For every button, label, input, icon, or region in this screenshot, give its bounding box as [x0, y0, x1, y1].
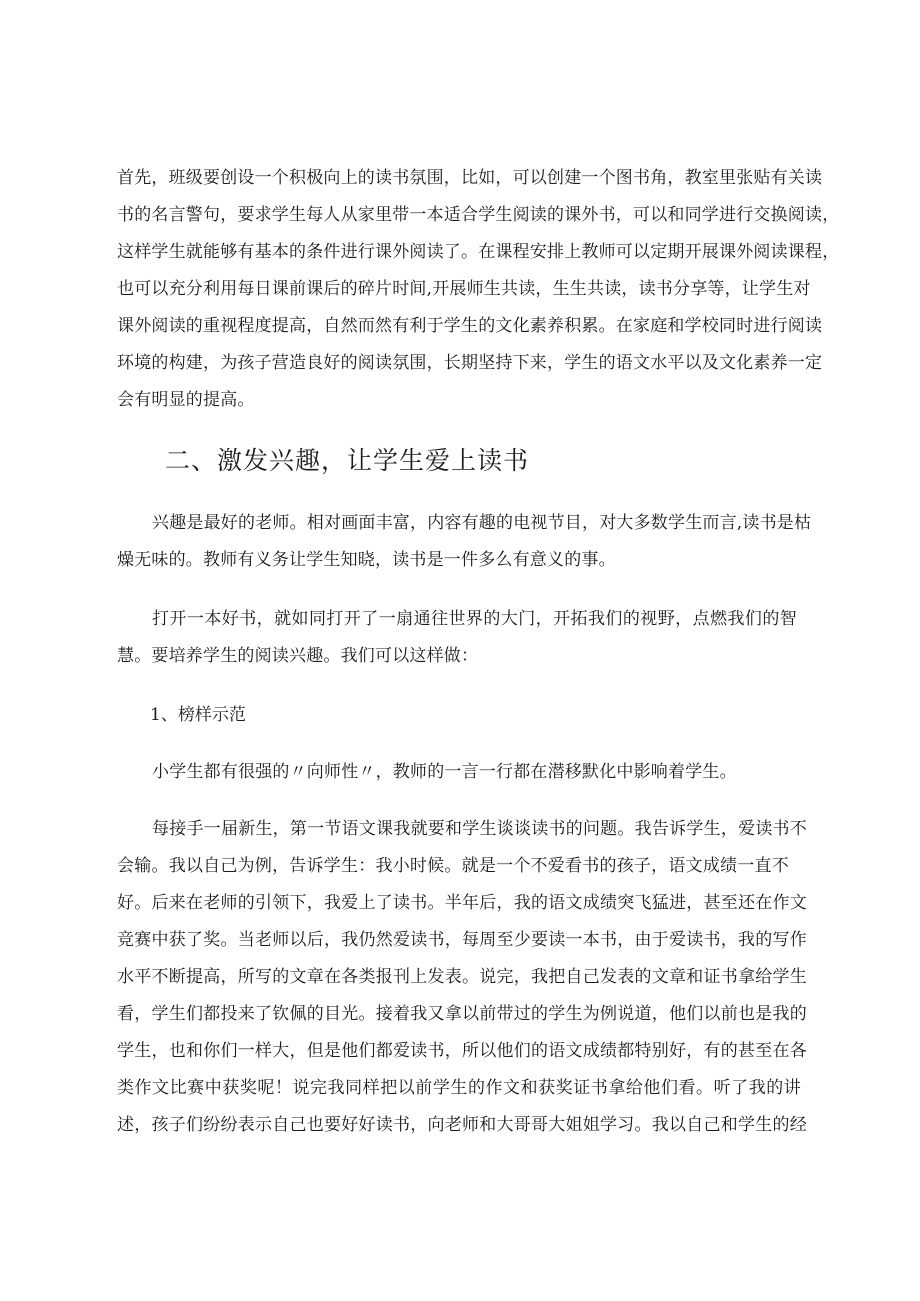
paragraph-line: 每接手一届新生，第一节语文课我就要和学生谈谈读书的问题。我告诉学生，爱读书不 [152, 819, 807, 839]
paragraph-line: 看，学生们都投来了钦佩的目光。接着我又拿以前带过的学生为例说道，他们以前也是我的 [117, 1004, 807, 1024]
paragraph-line: 首先，班级要创设一个积极向上的读书氛围，比如，可以创建一个图书角，教室里张贴有关读 [117, 168, 823, 188]
paragraph-line: 环境的构建，为孩子营造良好的阅读氛围，长期坚持下来，学生的语文水平以及文化素养一定 [117, 353, 823, 373]
paragraph-line: 燥无味的。教师有义务让学生知晓，读书是一件多么有意义的事。 [117, 550, 616, 570]
paragraph-line: 书的名言警句，要求学生每人从家里带一本适合学生阅读的课外书，可以和同学进行交换阅读， [117, 205, 840, 225]
paragraph-line: 打开一本好书，就如同打开了一扇通往世界的大门，开拓我们的视野，点燃我们的智 [152, 609, 797, 629]
section-heading: 二、激发兴趣，让学生爱上读书 [165, 446, 530, 475]
paragraph-line: 这样学生就能够有基本的条件进行课外阅读了。在课程安排上教师可以定期开展课外阅读课程， [117, 242, 840, 262]
paragraph-line: 水平不断提高，所写的文章在各类报刊上发表。说完，我把自己发表的文章和证书拿给学生 [117, 967, 807, 987]
paragraph-line: 学生，也和你们一样大，但是他们都爱读书，所以他们的语文成绩都特别好，有的甚至在各 [117, 1041, 807, 1061]
paragraph-line: 竞赛中获了奖。当老师以后，我仍然爱读书，每周至少要读一本书，由于爱读书，我的写作 [117, 930, 807, 950]
paragraph-line: 小学生都有很强的〃向师性〃，教师的一言一行都在潜移默化中影响着学生。 [152, 762, 737, 782]
paragraph-line: 会输。我以自己为例，告诉学生：我小时候。就是一个不爱看书的孩子，语文成绩一直不 [117, 856, 789, 876]
paragraph-line: 也可以充分利用每日课前课后的碎片时间,开展师生共读，生生共读，读书分享等，让学生对 [117, 279, 811, 299]
paragraph-line: 会有明显的提高。 [117, 390, 255, 410]
paragraph-line: 类作文比赛中获奖呢！说完我同样把以前学生的作文和获奖证书拿给他们看。听了我的讲 [117, 1078, 801, 1098]
subheading-role-model: 1、榜样示范 [150, 705, 246, 725]
paragraph-line: 好。后来在老师的引领下，我爱上了读书。半年后，我的语文成绩突飞猛进，甚至还在作文 [117, 893, 807, 913]
paragraph-line: 慧。要培养学生的阅读兴趣。我们可以这样做： [117, 646, 479, 666]
paragraph-line: 兴趣是最好的老师。相对画面丰富，内容有趣的电视节目，对大多数学生而言,读书是枯 [152, 513, 812, 533]
paragraph-line: 述，孩子们纷纷表示自己也要好好读书，向老师和大哥哥大姐姐学习。我以自己和学生的经 [117, 1115, 807, 1135]
paragraph-line: 课外阅读的重视程度提高，自然而然有利于学生的文化素养积累。在家庭和学校同时进行阅读 [117, 316, 823, 336]
